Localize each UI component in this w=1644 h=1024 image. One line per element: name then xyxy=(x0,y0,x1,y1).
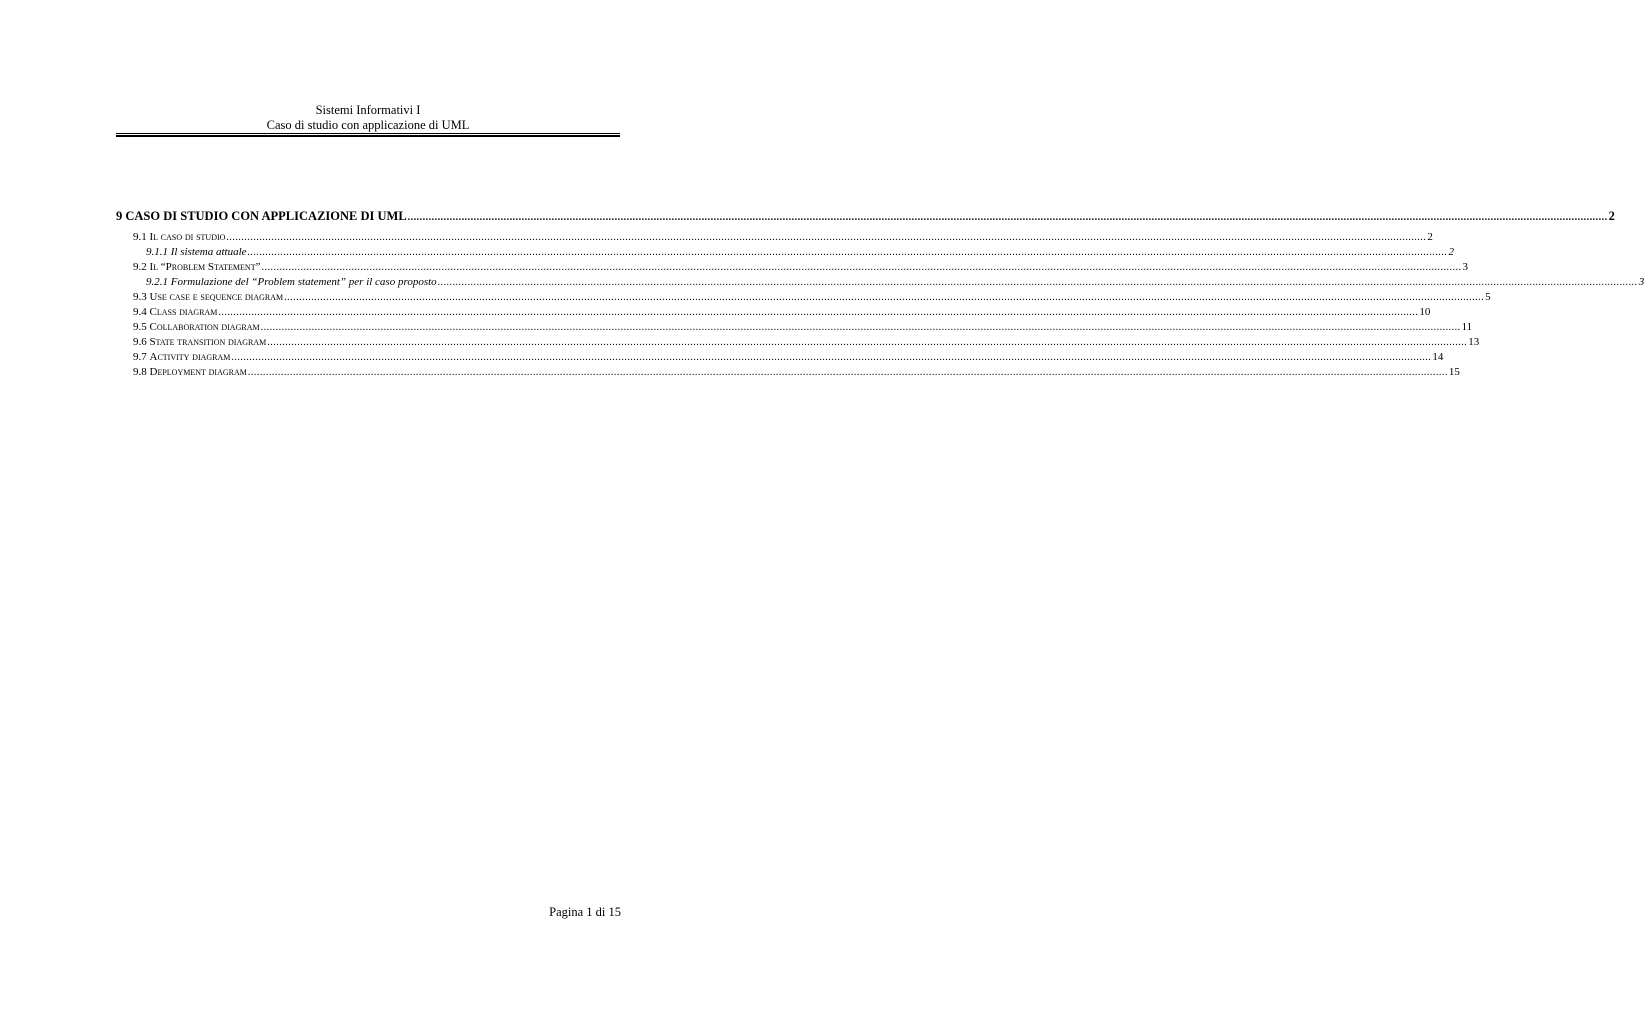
toc-entry-title: Use case e sequence diagram xyxy=(149,291,284,303)
toc-entry-number: 9.7 xyxy=(133,351,150,363)
toc-entry-number: 9.4 xyxy=(133,306,150,318)
toc-entry-number: 9.6 xyxy=(133,336,150,348)
toc-entry-9-1[interactable] xyxy=(116,230,1433,245)
toc-leader: ................................................................................................................................................................................................................................................................................................................................................................................................................ xyxy=(284,292,1485,303)
toc-entry-number: 9.2 xyxy=(133,261,150,273)
header-course-title: Sistemi Informativi I xyxy=(315,103,421,117)
page-footer xyxy=(549,905,621,920)
toc-chapter-entry[interactable] xyxy=(116,208,1615,224)
toc-entry-number: 9.8 xyxy=(133,366,150,378)
toc-entry-page: 15 xyxy=(1448,366,1460,378)
toc-leader: ................................................................................................................................................................................................................................................................................................................................................................................................................ xyxy=(218,307,1419,318)
toc-entry-page: 2 xyxy=(1448,246,1455,258)
toc-entry-page: 14 xyxy=(1432,351,1444,363)
page-number-label: Pagina 1 di 15 xyxy=(549,905,621,919)
toc-entry-9-5[interactable] xyxy=(116,320,1473,335)
toc-entry-number: 9.3 xyxy=(133,291,150,303)
toc-entry-page: 11 xyxy=(1461,321,1473,333)
toc-leader: ................................................................................................................................................................................................................................................................................................................................................................................................................ xyxy=(231,352,1432,363)
table-of-contents xyxy=(116,208,1644,380)
toc-entry-9-2[interactable] xyxy=(116,260,1468,275)
toc-entry-number: 9.5 xyxy=(133,321,150,333)
toc-leader: ................................................................................................................................................................................................................................................................................................................................................................................................................ xyxy=(260,322,1461,333)
toc-leader: ................................................................................................................................................................................................................................................................................................................................................................................................................ xyxy=(267,337,1468,348)
page-header xyxy=(116,103,620,133)
toc-entry-9-8[interactable] xyxy=(116,365,1460,380)
toc-entry-title: Deployment diagram xyxy=(149,366,247,378)
toc-entry-9-4[interactable] xyxy=(116,305,1431,320)
toc-chapter-title: 9 CASO DI STUDIO CON APPLICAZIONE DI UML xyxy=(116,209,407,223)
toc-entry-title: Il “Problem Statement” xyxy=(149,261,261,273)
header-divider xyxy=(116,133,620,138)
toc-entry-page: 3 xyxy=(1638,276,1644,288)
toc-entry-page: 3 xyxy=(1462,261,1468,273)
toc-entry-9-3[interactable] xyxy=(116,290,1491,305)
header-document-title: Caso di studio con applicazione di UML xyxy=(266,118,470,132)
toc-leader: ................................................................................................................................................................................................................................................................................................................................................................................................................ xyxy=(437,277,1638,288)
toc-entry-page: 10 xyxy=(1419,306,1431,318)
toc-leader: ................................................................................................................................................................................................................................................................................................................................................................................................................ xyxy=(261,262,1462,273)
toc-entry-9-6[interactable] xyxy=(116,335,1480,350)
toc-entry-number: 9.1 xyxy=(133,231,150,243)
toc-entry-title: Activity diagram xyxy=(149,351,231,363)
toc-entry-9-1-1[interactable] xyxy=(116,245,1455,260)
toc-leader: ................................................................................................................................................................................................................................................................................................................................................................................................................ xyxy=(247,247,1448,258)
toc-entry-title: 9.2.1 Formulazione del “Problem statement” per il caso proposto xyxy=(146,276,437,288)
toc-leader: ................................................................................................................................................................................................................................................................................................................................................................................................................ xyxy=(247,367,1448,378)
toc-entry-title: 9.1.1 Il sistema attuale xyxy=(146,246,247,258)
toc-entry-title: Class diagram xyxy=(149,306,218,318)
toc-entry-title: State transition diagram xyxy=(149,336,267,348)
toc-entry-title: Il caso di studio xyxy=(149,231,226,243)
toc-chapter-page: 2 xyxy=(1608,209,1615,223)
toc-entry-page: 5 xyxy=(1485,291,1491,303)
toc-entry-9-7[interactable] xyxy=(116,350,1444,365)
toc-entry-page: 13 xyxy=(1468,336,1480,348)
toc-leader: ................................................................................................................................................................................................................................................................................................................................................................................................................ xyxy=(407,212,1608,223)
toc-entry-page: 2 xyxy=(1427,231,1433,243)
toc-leader: ................................................................................................................................................................................................................................................................................................................................................................................................................ xyxy=(226,232,1427,243)
toc-entry-9-2-1[interactable] xyxy=(116,275,1644,290)
toc-entry-title: Collaboration diagram xyxy=(149,321,260,333)
